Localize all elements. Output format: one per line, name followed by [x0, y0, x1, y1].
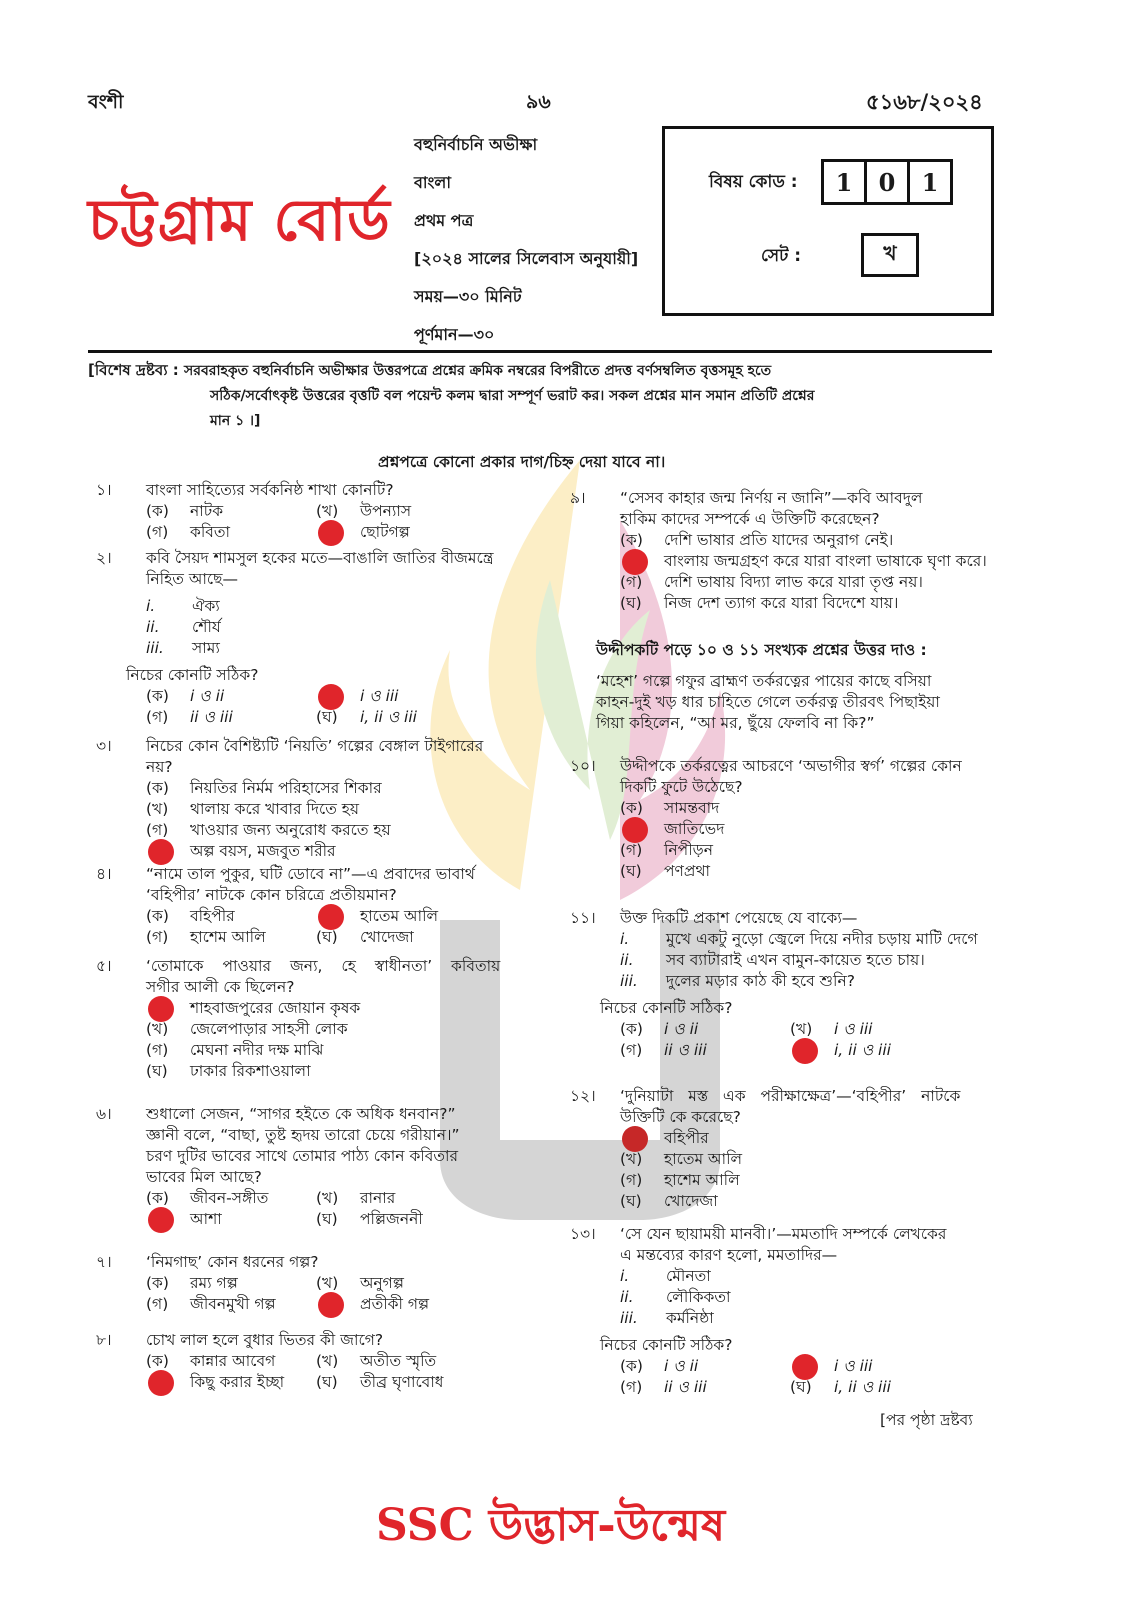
text-q13-ii: লৌকিকতা — [666, 1288, 731, 1306]
option-row — [146, 906, 546, 927]
option-row — [146, 1188, 546, 1209]
text-q12-at: বহিপীর — [664, 1129, 709, 1147]
answer-option — [620, 1040, 790, 1061]
option-row — [620, 1019, 1010, 1040]
header-rule — [88, 350, 992, 353]
text-q8-at: কান্নার আবেগ — [190, 1352, 276, 1370]
text-q4-c: (গ) — [146, 928, 169, 946]
subject-code-label: বিষয় কোড : — [709, 172, 798, 192]
text-q4-dt: খোদেজা — [360, 928, 414, 946]
text-q5-b: (খ) — [146, 1020, 169, 1038]
text-common-ii: ii. — [620, 1288, 634, 1306]
text-stimulus-l2: কাহন-দুই খড় ধার চাহিতে গেলে তর্করত্ন তীরবৎ পিছাইয়া — [596, 693, 940, 711]
option-row — [146, 1294, 546, 1315]
question-2 — [96, 548, 546, 728]
text-q1-t: বাংলা সাহিত্যের সর্বকনিষ্ঠ শাখা কোনটি? — [146, 481, 394, 499]
answer-option — [146, 707, 316, 728]
text-q8-dt: তীব্র ঘৃণাবোধ — [360, 1373, 444, 1391]
text-q2-c: (গ) — [146, 708, 169, 726]
text-common-iii: iii. — [146, 639, 164, 657]
text-q10-a: (ক) — [620, 799, 643, 817]
text-q12-b: (খ) — [620, 1150, 643, 1168]
text-q10-dt: পণপ্রথা — [664, 862, 710, 880]
text-q2-a: (ক) — [146, 687, 169, 705]
text-q7-bt: অনুগল্প — [360, 1274, 404, 1292]
text-q10-n: ১০। — [570, 757, 596, 775]
question-12 — [570, 1086, 1010, 1212]
answer-option — [146, 1372, 316, 1393]
text-q8-bt: অতীত স্মৃতি — [360, 1352, 437, 1370]
option-row — [146, 522, 546, 543]
answer-option — [790, 1040, 960, 1061]
set-value: খ — [883, 240, 897, 265]
text-q13-t1: ‘সে যেন ছায়াময়ী মানবী।’—মমতাদি সম্পর্কে লেখকের — [620, 1225, 947, 1243]
text-q6-a: (ক) — [146, 1189, 169, 1207]
text-q1-bt: উপন্যাস — [360, 502, 412, 520]
text-common-i: i. — [146, 597, 156, 615]
text-q12-dt: খোদেজা — [664, 1192, 718, 1210]
answer-mark — [622, 1126, 648, 1152]
text-q12-ct: হাশেম আলি — [664, 1171, 740, 1189]
option-row — [146, 501, 546, 522]
text-q11-b: (খ) — [790, 1020, 813, 1038]
text-q1-n: ১। — [96, 481, 112, 499]
text-q12-t2: উক্তিটি কে করেছে? — [620, 1108, 741, 1126]
text-q9-n: ৯। — [570, 489, 586, 507]
answer-option — [146, 1061, 546, 1082]
text-q9-a: (ক) — [620, 531, 643, 549]
answer-mark — [622, 549, 648, 575]
option-row — [620, 1040, 1010, 1061]
text-q3-dt: অল্প বয়স, মজবুত শরীর — [190, 842, 336, 860]
answer-mark — [148, 1370, 174, 1396]
text-q12-c: (গ) — [620, 1171, 643, 1189]
text-q4-ct: হাশেম আলি — [190, 928, 266, 946]
answer-option — [790, 1356, 960, 1377]
text-q5-t2: সগীর আলী কে ছিলেন? — [146, 978, 295, 996]
text-q5-d: (ঘ) — [146, 1062, 168, 1080]
text-q10-t2: দিকটি ফুটে উঠেছে? — [620, 778, 743, 796]
text-q6-t2: জ্ঞানী বলে, “বাছা, তুষ্ট হৃদয় তারো চেয়ে গরীয়ান।” — [146, 1126, 460, 1144]
exam-syllabus: [২০২৪ সালের সিলেবাস অনুযায়ী] — [414, 249, 639, 268]
answer-option — [316, 1188, 486, 1209]
answer-option — [620, 861, 1010, 882]
text-q7-ct: জীবনমুখী গল্প — [190, 1295, 276, 1313]
text-q3-ct: খাওয়ার জন্য অনুরোধ করতে হয় — [190, 821, 391, 839]
answer-option — [146, 1188, 316, 1209]
text-q11-ct: ii ও iii — [664, 1041, 707, 1059]
answer-option — [316, 1372, 486, 1393]
text-q11-a: (ক) — [620, 1020, 643, 1038]
answer-mark — [318, 1292, 344, 1318]
answer-option — [620, 593, 1010, 614]
answer-option — [316, 1209, 486, 1230]
text-q4-at: বহিপীর — [190, 907, 235, 925]
answer-option — [316, 1273, 486, 1294]
text-q1-a: (ক) — [146, 502, 169, 520]
text-q3-bt: থালায় করে খাবার দিতে হয় — [190, 800, 360, 818]
text-q7-b: (খ) — [316, 1274, 339, 1292]
text-q13-n: ১৩। — [570, 1225, 596, 1243]
text-q2-dt: i, ii ও iii — [360, 708, 417, 726]
header-left: বংশী — [88, 91, 124, 113]
text-common-which_correct: নিচের কোনটি সঠিক? — [600, 999, 733, 1017]
text-q3-b: (খ) — [146, 800, 169, 818]
document-code: ৫১৬৮/২০২৪ — [866, 90, 983, 114]
text-q11-at: i ও ii — [664, 1020, 699, 1038]
text-q3-t2: নয়? — [146, 758, 173, 776]
answer-mark — [318, 684, 344, 710]
answer-mark — [318, 520, 344, 546]
page-number: ৯৬ — [526, 91, 551, 113]
text-q2-n: ২। — [96, 549, 112, 567]
text-q9-d: (ঘ) — [620, 594, 642, 612]
question-10 — [570, 756, 1010, 882]
text-q5-at: শাহবাজপুরের জোয়ান কৃষক — [190, 999, 361, 1017]
text-q3-t1: নিচের কোন বৈশিষ্ট্যটি ‘নিয়তি’ গল্পের বেঙ্গাল টাইগারের — [146, 737, 484, 755]
text-q3-c: (গ) — [146, 821, 169, 839]
text-q13-i: মৌনতা — [666, 1267, 711, 1285]
continue-note: [পর পৃষ্ঠা দ্রষ্টব্য — [880, 1411, 973, 1429]
text-q11-c: (গ) — [620, 1041, 643, 1059]
text-q6-t1: শুধালো সেজন, “সাগর হইতে কে অধিক ধনবান?” — [146, 1105, 456, 1123]
answer-option — [620, 530, 1010, 551]
exam-info — [414, 126, 638, 354]
answer-option — [620, 840, 1010, 861]
answer-option — [146, 820, 546, 841]
exam-paper: প্রথম পত্র — [414, 211, 474, 230]
exam-time: সময়—৩০ মিনিট — [414, 287, 522, 306]
text-q8-ct: কিছু করার ইচ্ছা — [190, 1373, 285, 1391]
stimulus-heading: উদ্দীপকটি পড়ে ১০ ও ১১ সংখ্যক প্রশ্নের উত্তর দাও : — [596, 641, 927, 659]
code-digit-2: 0 — [867, 162, 910, 202]
text-q6-t3: চরণ দুটির ভাবের সাথে তোমার পাঠ্য কোন কবিতার — [146, 1147, 458, 1165]
text-q6-ct: আশা — [190, 1210, 222, 1228]
answer-option — [146, 522, 316, 543]
code-digit-1: 1 — [824, 162, 867, 202]
text-q11-i: মুখে একটু নুড়ো জ্বেলে দিয়ে নদীর চড়ায় মাটি দেগে — [666, 930, 978, 948]
answer-option — [146, 998, 546, 1019]
text-common-iii: iii. — [620, 972, 638, 990]
text-q2-i: ঐক্য — [192, 597, 220, 615]
text-q8-b: (খ) — [316, 1352, 339, 1370]
text-q2-ct: ii ও iii — [190, 708, 233, 726]
answer-option — [316, 522, 486, 543]
text-q9-at: দেশি ভাষার প্রতি যাদের অনুরাগ নেই। — [664, 531, 894, 549]
text-q2-bt: i ও iii — [360, 687, 399, 705]
answer-option — [620, 1356, 790, 1377]
answer-option — [620, 1377, 790, 1398]
text-q10-at: সামন্তবাদ — [664, 799, 720, 817]
text-common-i: i. — [620, 1267, 630, 1285]
question-6 — [96, 1104, 546, 1230]
text-q13-d: (ঘ) — [790, 1378, 812, 1396]
question-8 — [96, 1330, 546, 1393]
exam-marks: পূর্ণমান—৩০ — [414, 325, 495, 344]
answer-mark — [622, 817, 648, 843]
text-q1-dt: ছোটগল্প — [360, 523, 410, 541]
text-common-which_correct: নিচের কোনটি সঠিক? — [126, 666, 259, 684]
answer-mark — [148, 996, 174, 1022]
text-q11-dt: i, ii ও iii — [834, 1041, 891, 1059]
answer-option — [620, 819, 1010, 840]
option-row — [146, 1273, 546, 1294]
answer-option — [620, 1149, 1010, 1170]
text-q5-ct: মেঘনা নদীর দক্ষ মাঝি — [190, 1041, 324, 1059]
option-row — [620, 1356, 1010, 1377]
text-q11-iii: দুলের মড়ার কাঠ কী হবে শুনি? — [666, 972, 855, 990]
answer-option — [316, 1351, 486, 1372]
question-1 — [96, 480, 546, 543]
text-q12-bt: হাতেম আলি — [664, 1150, 743, 1168]
option-row — [146, 1372, 546, 1393]
answer-option — [620, 1191, 1010, 1212]
text-q1-ct: কবিতা — [190, 523, 231, 541]
answer-mark — [148, 1207, 174, 1233]
set-box — [861, 233, 919, 277]
text-q6-bt: রানার — [360, 1189, 396, 1207]
answer-option — [146, 1040, 546, 1061]
text-q13-a: (ক) — [620, 1357, 643, 1375]
answer-option — [146, 1273, 316, 1294]
text-q7-t: ‘নিমগাছ’ কোন ধরনের গল্প? — [146, 1253, 319, 1271]
text-q13-at: i ও ii — [664, 1357, 699, 1375]
text-common-ii: ii. — [620, 951, 634, 969]
question-4 — [96, 864, 546, 948]
answer-option — [146, 686, 316, 707]
answer-option — [316, 1294, 486, 1315]
text-q2-iii: সাম্য — [192, 639, 220, 657]
answer-option — [316, 707, 486, 728]
code-box — [662, 126, 994, 316]
text-q1-c: (গ) — [146, 523, 169, 541]
answer-mark — [792, 1354, 818, 1380]
stimulus — [596, 640, 996, 734]
text-q7-n: ৭। — [96, 1253, 112, 1271]
text-q9-dt: নিজ দেশ ত্যাগ করে যারা বিদেশে যায়। — [664, 594, 899, 612]
text-q8-d: (ঘ) — [316, 1373, 338, 1391]
text-q5-dt: ঢাকার রিকশাওয়ালা — [190, 1062, 311, 1080]
option-row — [146, 927, 546, 948]
question-11 — [570, 908, 1010, 1061]
text-q3-n: ৩। — [96, 737, 112, 755]
text-q5-bt: জেলেপাড়ার সাহসী লোক — [190, 1020, 348, 1038]
text-q10-ct: নিপীড়ন — [664, 841, 713, 859]
answer-option — [790, 1377, 960, 1398]
answer-option — [146, 1351, 316, 1372]
answer-mark — [318, 904, 344, 930]
text-q6-n: ৬। — [96, 1105, 112, 1123]
text-q8-t: চোখ লাল হলে বুধার ভিতর কী জাগে? — [146, 1331, 384, 1349]
special-note — [88, 358, 992, 434]
option-row — [146, 1351, 546, 1372]
text-q9-ct: দেশি ভাষায় বিদ্যা লাভ করে যারা তৃপ্ত নয়। — [664, 573, 923, 591]
answer-option — [790, 1019, 960, 1040]
answer-mark — [792, 1038, 818, 1064]
text-q13-t2: এ মন্তব্যের কারণ হলো, মমতাদির— — [620, 1246, 838, 1264]
text-q6-d: (ঘ) — [316, 1210, 338, 1228]
answer-option — [316, 906, 486, 927]
text-q5-c: (গ) — [146, 1041, 169, 1059]
answer-option — [146, 906, 316, 927]
text-q2-ii: শৌর্য — [192, 618, 221, 636]
option-row — [146, 707, 546, 728]
text-q7-dt: প্রতীকী গল্প — [360, 1295, 430, 1313]
text-q2-d: (ঘ) — [316, 708, 338, 726]
code-digit-3: 1 — [921, 167, 939, 197]
answer-option — [146, 841, 546, 862]
note-line-3: মান ১ ।] — [210, 413, 261, 429]
text-q13-bt: i ও iii — [834, 1357, 873, 1375]
text-q6-b: (খ) — [316, 1189, 339, 1207]
text-q9-bt: বাংলায় জন্মগ্রহণ করে যারা বাংলা ভাষাকে ঘৃণা করে। — [664, 552, 987, 570]
text-common-ii: ii. — [146, 618, 160, 636]
text-q11-t: উক্ত দিকটি প্রকাশ পেয়েছে যে বাক্যে— — [620, 909, 858, 927]
text-q8-a: (ক) — [146, 1352, 169, 1370]
text-q7-at: রম্য গল্প — [190, 1274, 238, 1292]
text-stimulus-l3: গিয়া কহিলেন, “আ মর, ছুঁয়ে ফেলবি না কি?” — [596, 714, 875, 732]
board-title: চট্টগ্রাম বোর্ড — [88, 186, 391, 254]
answer-option — [316, 501, 486, 522]
text-q13-dt: i, ii ও iii — [834, 1378, 891, 1396]
text-q4-bt: হাতেম আলি — [360, 907, 439, 925]
answer-option — [620, 1128, 1010, 1149]
note-line-2: সঠিক/সর্বোৎকৃষ্ট উত্তরের বৃত্তটি বল পয়েন্ট কলম দ্বারা সম্পূর্ণ ভরাট কর। সকল প্রশ্নের মান সমান প্রতিটি প্রশ্নের — [210, 388, 815, 404]
question-7 — [96, 1252, 546, 1315]
text-q6-at: জীবন-সঙ্গীত — [190, 1189, 269, 1207]
answer-mark — [148, 839, 174, 865]
text-q11-n: ১১। — [570, 909, 596, 927]
text-q11-bt: i ও iii — [834, 1020, 873, 1038]
option-row — [146, 1209, 546, 1230]
text-q12-d: (ঘ) — [620, 1192, 642, 1210]
text-q8-n: ৮। — [96, 1331, 112, 1349]
text-q7-c: (গ) — [146, 1295, 169, 1313]
text-q10-bt: জাতিভেদ — [664, 820, 725, 838]
text-q12-t1: ‘দুনিয়াটা মস্ত এক পরীক্ষাক্ষেত্র’—‘বহিপীর’ নাটকে — [620, 1087, 961, 1105]
text-q10-d: (ঘ) — [620, 862, 642, 880]
warning-text: প্রশ্নপত্রে কোনো প্রকার দাগ/চিহ্ন দেয়া যাবে না। — [378, 453, 666, 471]
text-q3-a: (ক) — [146, 779, 169, 797]
text-q7-a: (ক) — [146, 1274, 169, 1292]
answer-option — [316, 927, 486, 948]
question-9 — [570, 488, 1010, 614]
text-q12-n: ১২। — [570, 1087, 596, 1105]
answer-option — [316, 686, 486, 707]
text-q13-iii: কর্মনিষ্ঠা — [666, 1309, 714, 1327]
text-q4-n: ৪। — [96, 865, 112, 883]
text-q5-t1: ‘তোমাকে পাওয়ার জন্য, হে স্বাধীনতা’ কবিতায় — [146, 957, 501, 975]
text-q2-t1: কবি সৈয়দ শামসুল হকের মতে—বাঙালি জাতির বীজমন্ত্রে — [146, 549, 494, 567]
text-common-which_correct: নিচের কোনটি সঠিক? — [600, 1336, 733, 1354]
answer-option — [620, 1019, 790, 1040]
text-q13-c: (গ) — [620, 1378, 643, 1396]
answer-option — [620, 572, 1010, 593]
text-q11-ii: সব ব্যাটারাই এখন বামুন-কায়েত হতে চায়। — [666, 951, 925, 969]
text-q10-c: (গ) — [620, 841, 643, 859]
answer-option — [146, 799, 546, 820]
text-q6-t4: ভাবের মিল আছে? — [146, 1168, 262, 1186]
question-13 — [570, 1224, 1010, 1398]
text-common-iii: iii. — [620, 1309, 638, 1327]
text-q2-at: i ও ii — [190, 687, 225, 705]
note-line-1: সরবরাহকৃত বহুনির্বাচনি অভীক্ষার উত্তরপত্রে প্রশ্নের ক্রমিক নম্বরের বিপরীতে প্রদত্ত বর্ণসম্বলিত বৃত্তসমূহ হতে — [184, 363, 772, 379]
answer-option — [620, 798, 1010, 819]
text-q2-t2: নিহিত আছে— — [146, 570, 239, 588]
text-stimulus-l1: ‘মহেশ’ গল্পে গফুর ব্রাহ্মণ তর্করত্নের পায়ের কাছে বসিয়া — [596, 672, 932, 690]
exam-subject: বাংলা — [414, 173, 451, 192]
text-q4-t1: “নামে তাল পুকুর, ঘটি ডোবে না”—এ প্রবাদের ভাবার্থ — [146, 865, 475, 883]
text-q5-n: ৫। — [96, 957, 112, 975]
exam-type: বহুনির্বাচনি অভীক্ষা — [414, 135, 538, 154]
text-q6-dt: পল্লিজননী — [360, 1210, 423, 1228]
answer-option — [146, 1294, 316, 1315]
footer-brand: SSC উদ্ভাস-উন্মেষ — [376, 1500, 726, 1551]
answer-option — [146, 501, 316, 522]
text-q9-t2: হাকিম কাদের সম্পর্কে এ উক্তিটি করেছেন? — [620, 510, 880, 528]
text-q10-t1: উদ্দীপকে তর্করত্নের আচরণে ‘অভাগীর স্বর্গ’ গল্পের কোন — [620, 757, 962, 775]
text-q4-a: (ক) — [146, 907, 169, 925]
text-q13-ct: ii ও iii — [664, 1378, 707, 1396]
answer-option — [146, 1019, 546, 1040]
note-label: [বিশেষ দ্রষ্টব্য : — [88, 361, 179, 379]
option-row — [620, 1377, 1010, 1398]
text-common-i: i. — [620, 930, 630, 948]
text-q1-at: নাটক — [190, 502, 224, 520]
answer-option — [146, 927, 316, 948]
answer-option — [146, 1209, 316, 1230]
question-5 — [96, 956, 546, 1082]
text-q9-c: (গ) — [620, 573, 643, 591]
set-label: সেট : — [761, 246, 802, 266]
text-q1-b: (খ) — [316, 502, 339, 520]
text-q9-t1: “সেসব কাহার জন্ম নির্ণয় ন জানি”—কবি আবদুল — [620, 489, 923, 507]
text-q3-at: নিয়তির নির্মম পরিহাসের শিকার — [190, 779, 382, 797]
text-q4-t2: ‘বহিপীর’ নাটকে কোন চরিত্রে প্রতীয়মান? — [146, 886, 397, 904]
text-q4-d: (ঘ) — [316, 928, 338, 946]
option-row — [146, 686, 546, 707]
answer-option — [620, 1170, 1010, 1191]
question-3 — [96, 736, 546, 862]
answer-option — [620, 551, 1010, 572]
subject-code-digits — [821, 159, 953, 205]
answer-option — [146, 778, 546, 799]
